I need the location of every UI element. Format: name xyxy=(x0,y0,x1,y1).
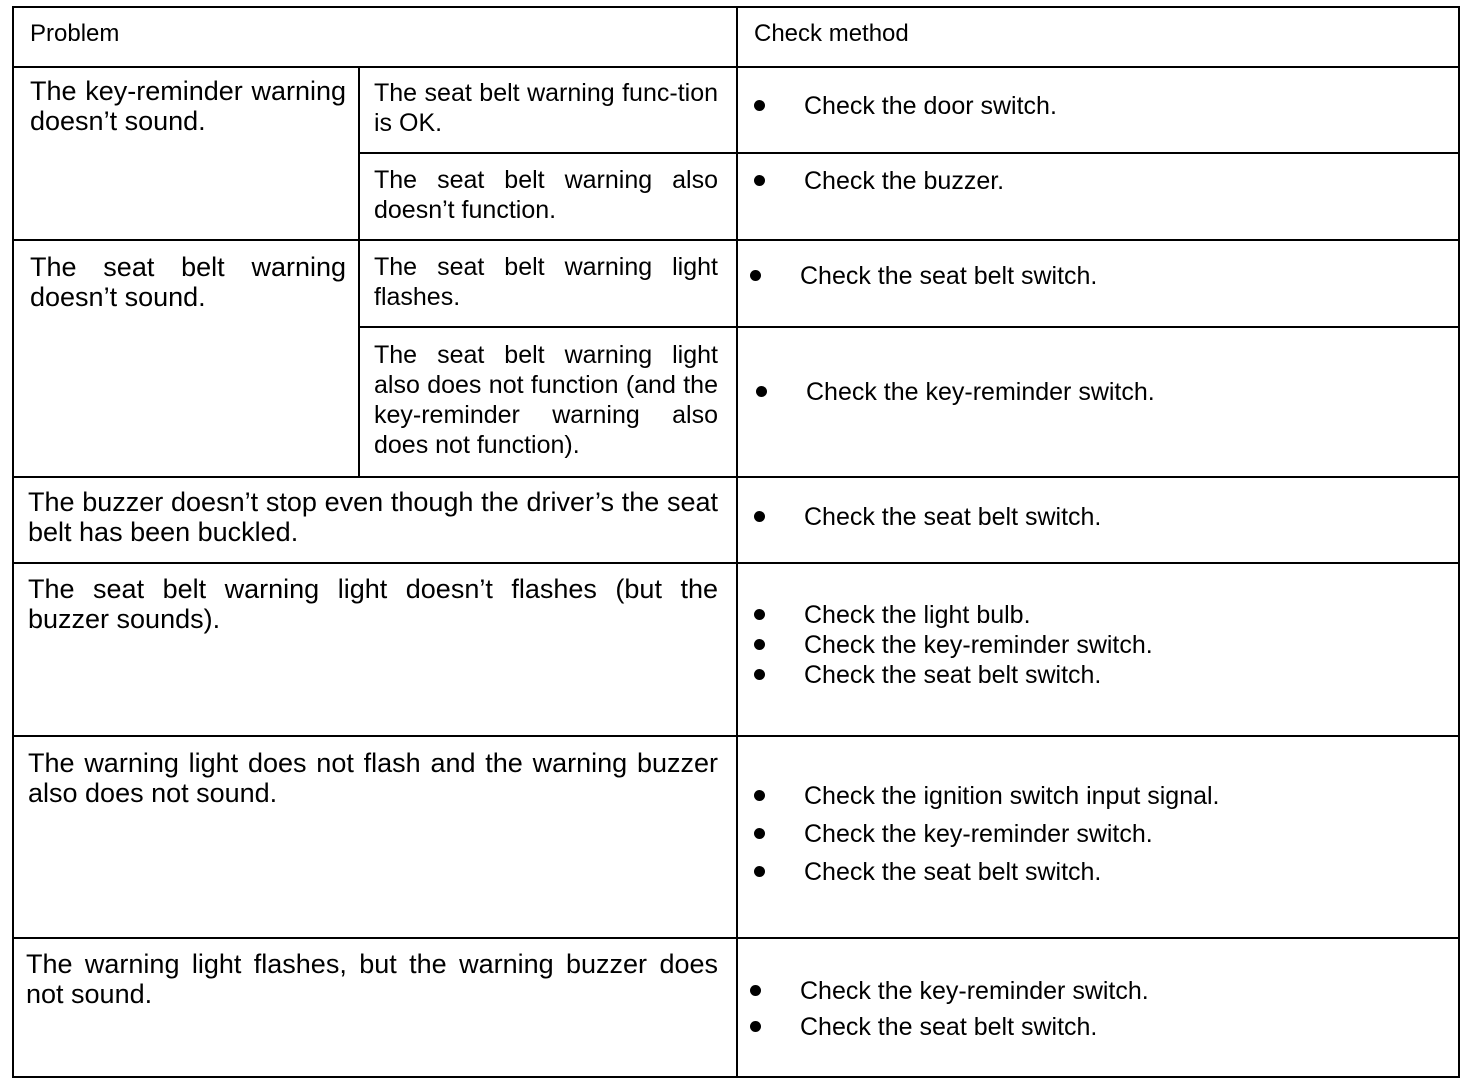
bullet-icon xyxy=(750,1021,761,1032)
row-divider xyxy=(14,562,1458,564)
problem-cell: The warning light flashes, but the warning buzzer does not sound. xyxy=(26,949,718,1009)
bullet-icon xyxy=(750,270,761,281)
check-list xyxy=(748,91,1057,121)
check-item xyxy=(744,261,1097,291)
check-list xyxy=(748,600,1153,690)
check-item xyxy=(744,1009,1149,1045)
check-text: Check the seat belt switch. xyxy=(804,503,1102,531)
bullet-icon xyxy=(754,609,765,620)
check-item xyxy=(748,660,1153,690)
check-text: Check the light bulb. xyxy=(804,601,1031,629)
bullet-icon xyxy=(754,639,765,650)
problem-cell: The warning light does not flash and the warning buzzer also does not sound. xyxy=(28,748,718,808)
check-text: Check the seat belt switch. xyxy=(804,858,1102,886)
row-divider xyxy=(358,326,1458,328)
check-text: Check the key-reminder switch. xyxy=(800,977,1149,1005)
check-item xyxy=(748,166,1004,196)
header-check-method: Check method xyxy=(754,20,909,47)
header-problem: Problem xyxy=(30,20,120,47)
condition-cell: The seat belt warning func-tion is OK. xyxy=(374,79,718,137)
bullet-icon xyxy=(754,828,765,839)
check-item xyxy=(748,815,1220,853)
check-list xyxy=(744,973,1149,1045)
check-item xyxy=(748,91,1057,121)
check-list xyxy=(748,502,1101,532)
check-list xyxy=(750,377,1155,407)
troubleshooting-table xyxy=(12,6,1460,1078)
column-divider-main xyxy=(736,8,738,1076)
bullet-icon xyxy=(754,100,765,111)
column-divider-sub xyxy=(358,66,360,476)
check-list xyxy=(748,166,1004,196)
check-text: Check the key-reminder switch. xyxy=(806,378,1155,406)
check-item xyxy=(748,777,1220,815)
problem-cell: The key-reminder warning doesn’t sound. xyxy=(30,76,346,136)
bullet-icon xyxy=(754,669,765,680)
check-item xyxy=(748,853,1220,891)
problem-cell: The seat belt warning doesn’t sound. xyxy=(30,252,346,312)
row-divider xyxy=(358,152,1458,154)
check-text: Check the seat belt switch. xyxy=(800,1013,1098,1041)
check-list xyxy=(744,261,1097,291)
bullet-icon xyxy=(750,985,761,996)
check-text: Check the key-reminder switch. xyxy=(804,820,1153,848)
check-text: Check the buzzer. xyxy=(804,167,1005,195)
check-item xyxy=(750,377,1155,407)
condition-cell: The seat belt warning light also does not function (and the key-reminder warning also does not function). xyxy=(374,341,718,459)
problem-cell: The seat belt warning light doesn’t flashes (but the buzzer sounds). xyxy=(28,574,718,634)
bullet-icon xyxy=(754,866,765,877)
bullet-icon xyxy=(754,790,765,801)
check-item xyxy=(748,600,1153,630)
bullet-icon xyxy=(756,386,767,397)
row-divider xyxy=(14,476,1458,478)
condition-cell: The seat belt warning also doesn’t function. xyxy=(374,166,718,224)
row-divider xyxy=(14,239,1458,241)
check-list xyxy=(748,777,1220,891)
condition-cell: The seat belt warning light flashes. xyxy=(374,253,718,311)
check-item xyxy=(748,502,1101,532)
check-text: Check the seat belt switch. xyxy=(804,661,1102,689)
bullet-icon xyxy=(754,511,765,522)
check-text: Check the door switch. xyxy=(804,92,1057,120)
problem-cell: The buzzer doesn’t stop even though the driver’s the seat belt has been buckled. xyxy=(28,487,718,547)
bullet-icon xyxy=(754,175,765,186)
check-text: Check the seat belt switch. xyxy=(800,262,1098,290)
check-text: Check the key-reminder switch. xyxy=(804,631,1153,659)
row-divider xyxy=(14,735,1458,737)
row-divider xyxy=(14,66,1458,68)
check-item xyxy=(748,630,1153,660)
check-text: Check the ignition switch input signal. xyxy=(804,782,1220,810)
check-item xyxy=(744,973,1149,1009)
row-divider xyxy=(14,937,1458,939)
